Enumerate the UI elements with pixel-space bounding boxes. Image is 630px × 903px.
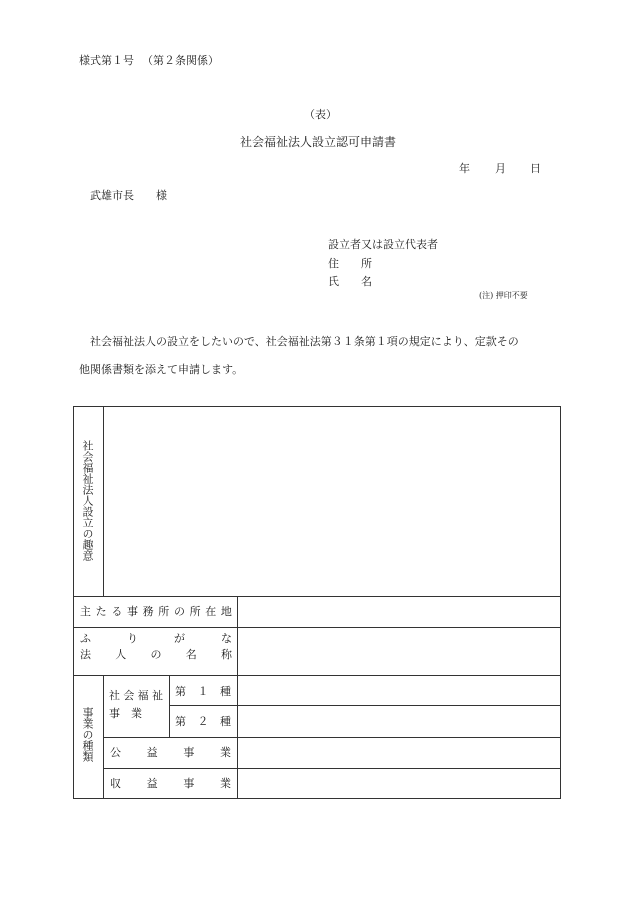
corporation-name-label-char: の (150, 648, 162, 661)
body-text-line2: 他関係書類を添えて申請します。 (79, 363, 244, 376)
social-welfare-label-char: 祉 (151, 689, 163, 702)
office-location-label-char: 所 (189, 605, 201, 618)
public-interest-input[interactable] (238, 738, 561, 768)
applicant-name-label: 氏 名 (328, 275, 372, 288)
social-welfare-label-char: 社 (109, 689, 120, 702)
applicant-address-label: 住 所 (328, 257, 372, 270)
type2-label-part: 第 (175, 715, 186, 728)
business-type-label: 事業の種類 (81, 707, 94, 762)
profit-business-input[interactable] (238, 769, 561, 799)
social-welfare-label-char: 福 (137, 689, 149, 702)
public-interest-label-char: 益 (146, 746, 158, 759)
document-title: 社会福祉法人設立認可申請書 (240, 135, 397, 149)
date-month-label: 月 (495, 162, 506, 175)
body-text-line1: 社会福祉法人の設立をしたいので、社会福祉法第３１条第１項の規定により、定款その (90, 335, 519, 348)
type1-input[interactable] (238, 676, 561, 705)
office-location-label-char: 在 (205, 605, 217, 618)
col-divider (103, 675, 104, 799)
type2-label-part: ２ (197, 715, 209, 728)
date-year-label: 年 (459, 162, 470, 175)
corporation-name-label (80, 649, 232, 660)
public-interest-label (110, 747, 231, 758)
furigana-label-char: な (221, 632, 232, 645)
profit-business-label (110, 778, 231, 789)
type1-label-part: 種 (220, 685, 231, 698)
profit-business-label-char: 益 (146, 777, 158, 790)
office-location-label-char: 所 (158, 605, 170, 618)
applicant-role: 設立者又は設立代表者 (328, 238, 438, 251)
social-welfare-label-line2: 事 業 (109, 707, 142, 720)
seal-note: (注) 押印不要 (479, 291, 528, 300)
public-interest-label-char: 公 (110, 746, 121, 759)
social-welfare-label-line1 (109, 690, 163, 701)
office-location-label-char: 事 (126, 605, 138, 618)
office-location-label-char: の (173, 605, 185, 618)
corporation-name-label-char: 名 (185, 648, 197, 661)
profit-business-label-char: 業 (219, 777, 231, 790)
office-location-input[interactable] (238, 597, 561, 627)
type1-label-part: １ (197, 685, 209, 698)
furigana-label-char: ふ (80, 632, 91, 645)
purpose-label: 社会福祉法人設立の趣意 (81, 440, 94, 561)
furigana-label (80, 633, 232, 644)
social-welfare-label-char: 会 (123, 689, 135, 702)
office-location-label (80, 606, 232, 617)
public-interest-label-char: 事 (183, 746, 195, 759)
type2-label-part: 種 (220, 715, 231, 728)
office-location-label-char: た (95, 605, 107, 618)
type1-label-part: 第 (175, 685, 186, 698)
corporation-name-input[interactable] (238, 628, 561, 675)
furigana-label-char: が (174, 632, 185, 645)
side-label: （表） (304, 108, 337, 121)
public-interest-label-char: 業 (219, 746, 231, 759)
office-location-label-char: 地 (220, 605, 232, 618)
form-number: 様式第１号 (79, 54, 134, 67)
purpose-input-area[interactable] (104, 407, 561, 596)
col-divider (169, 675, 170, 737)
profit-business-label-char: 収 (110, 777, 121, 790)
corporation-name-label-char: 称 (221, 648, 232, 661)
date-day-label: 日 (530, 162, 541, 175)
corporation-name-label-char: 人 (115, 648, 127, 661)
furigana-label-char: り (127, 632, 138, 645)
addressee: 武雄市長 様 (90, 189, 167, 202)
office-location-label-char: 務 (142, 605, 154, 618)
application-form-table (73, 406, 561, 799)
profit-business-label-char: 事 (183, 777, 195, 790)
type1-label (175, 686, 231, 697)
article-reference: （第２条関係） (142, 54, 219, 67)
office-location-label-char: 主 (80, 605, 91, 618)
office-location-label-char: る (111, 605, 123, 618)
type2-label (175, 716, 231, 727)
corporation-name-label-char: 法 (80, 648, 91, 661)
type2-input[interactable] (238, 706, 561, 737)
